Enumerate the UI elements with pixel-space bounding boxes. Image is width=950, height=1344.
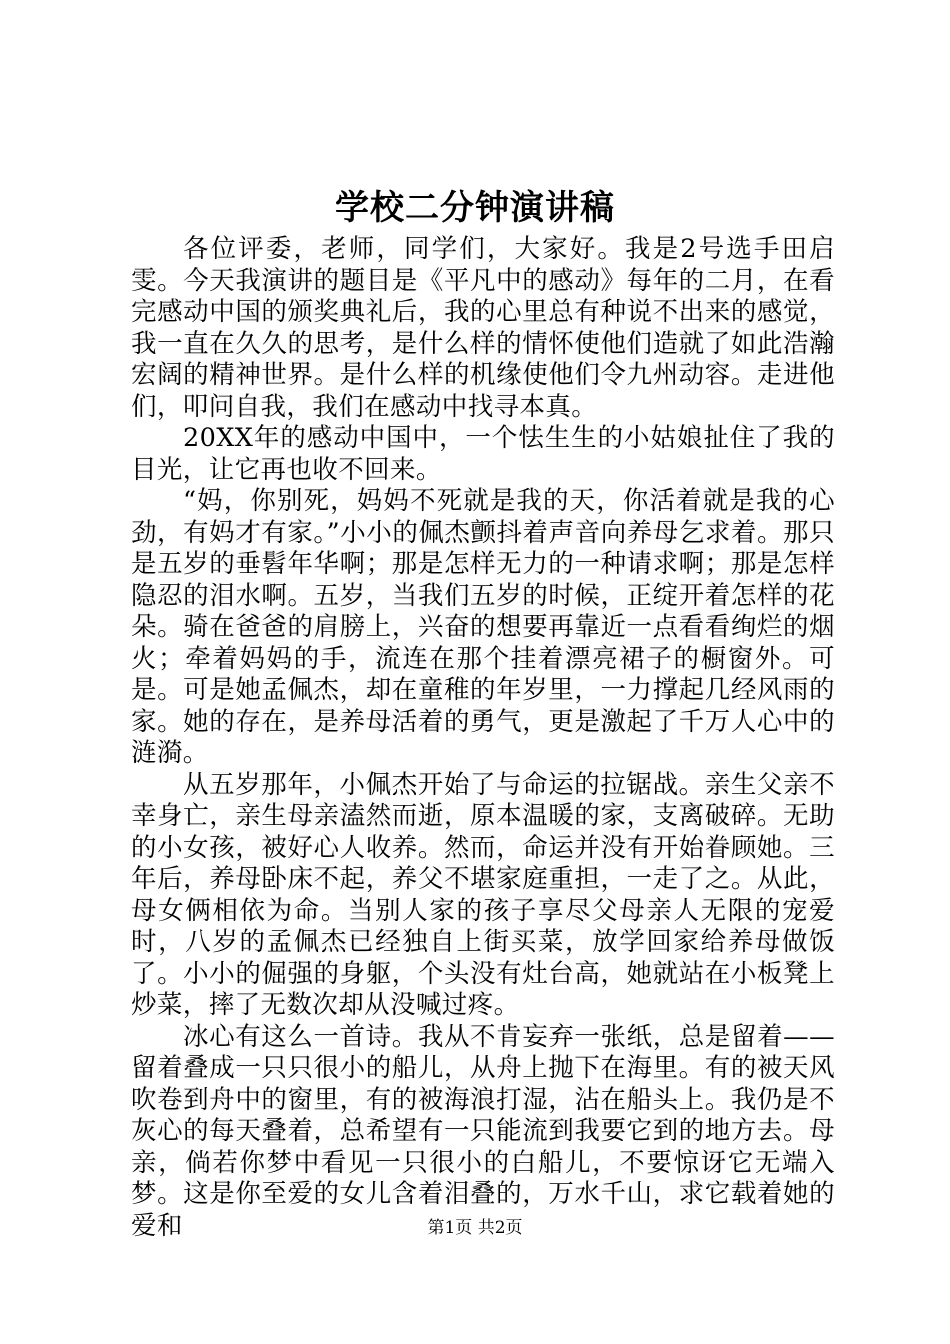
- document-title: 学校二分钟演讲稿: [335, 188, 615, 228]
- page-number-footer: 第1页 共2页: [427, 1218, 523, 1238]
- paragraph-plea: “妈，你别死，妈妈不死就是我的天，你活着就是我的心劲，有妈才有家。”小小的佩杰颤抖着声音向养母乞求着。那只是五岁的垂髫年华啊；那是怎样无力的一种请求啊；那是怎样隐忍的泪水啊。五岁，当我们五岁的时候，正绽开着怎样的花朵。骑在爸爸的肩膀上，兴奋的想要再靠近一点看看绚烂的烟火；牵着妈妈的手，流连在那个挂着漂亮裙子的橱窗外。可是。可是她孟佩杰，却在童稚的年岁里，一力撑起几经风雨的家。她的存在，是养母活着的勇气，更是激起了千万人心中的涟漪。: [131, 486, 835, 768]
- document-body: [131, 234, 835, 1242]
- paragraph-poem: 冰心有这么一首诗。我从不肯妄弃一张纸，总是留着——留着叠成一只只很小的船儿，从舟上抛下在海里。有的被天风吹卷到舟中的窗里，有的被海浪打湿，沾在船头上。我仍是不灰心的每天叠着，总希望有一只能流到我要它到的地方去。母亲，倘若你梦中看见一只很小的白船儿，不要惊讶它无端入梦。这是你至爱的女儿含着泪叠的，万水千山，求它载着她的爱和: [131, 1021, 835, 1241]
- paragraph-greeting: 各位评委，老师，同学们，大家好。我是2号选手田启雯。今天我演讲的题目是《平凡中的感动》每年的二月，在看完感动中国的颁奖典礼后，我的心里总有种说不出来的感觉，我一直在久久的思考，是什么样的情怀使他们造就了如此浩瀚宏阔的精神世界。是什么样的机缘使他们令九州动容。走进他们，叩问自我，我们在感动中找寻本真。: [131, 234, 835, 422]
- paragraph-intro-girl: 20XX年的感动中国中，一个怯生生的小姑娘扯住了我的目光，让它再也收不回来。: [131, 423, 835, 485]
- paragraph-story: 从五岁那年，小佩杰开始了与命运的拉锯战。亲生父亲不幸身亡，亲生母亲溘然而逝，原本温暖的家，支离破碎。无助的小女孩，被好心人收养。然而，命运并没有开始眷顾她。三年后，养母卧床不起，养父不堪家庭重担，一走了之。从此，母女俩相依为命。当别人家的孩子享尽父母亲人无限的宠爱时，八岁的孟佩杰已经独自上街买菜，放学回家给养母做饭了。小小的倔强的身躯，个头没有灶台高，她就站在小板凳上炒菜，摔了无数次却从没喊过疼。: [131, 769, 835, 1020]
